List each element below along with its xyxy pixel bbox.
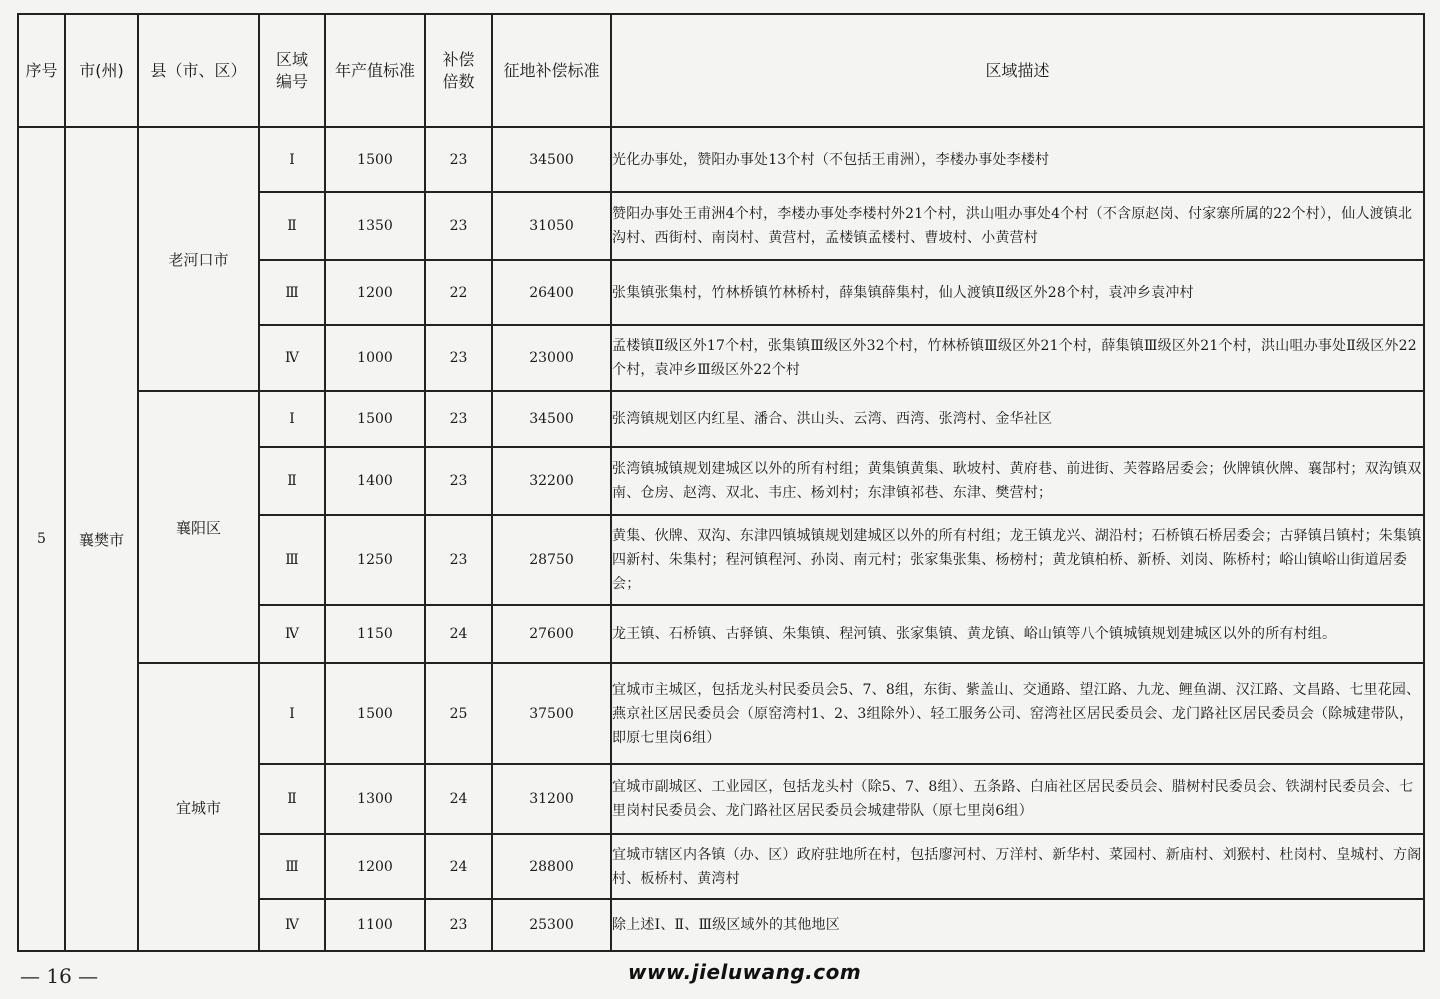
header-zone-no [259, 14, 325, 127]
desc-cell: 孟楼镇Ⅱ级区外17个村，张集镇Ⅲ级区外32个村，竹林桥镇Ⅲ级区外21个村，薛集镇Ⅲ级区外21个村，洪山咀办事处Ⅱ级区外22个村，袁冲乡Ⅲ级区外22个村 [611, 325, 1424, 391]
zone-cell: Ⅲ [259, 515, 325, 605]
annual-cell: 1250 [325, 515, 425, 605]
multiple-cell: 24 [425, 605, 492, 663]
annual-cell: 1000 [325, 325, 425, 391]
desc-cell: 宜城市主城区，包括龙头村民委员会5、7、8组，东街、紫盖山、交通路、望江路、九龙、鲤鱼湖、汉江路、文昌路、七里花园、燕京社区居民委员会（原窑湾村1、2、3组除外）、轻工服务公司、窑湾社区居民委员会、龙门路社区居民委员会（除城建带队，即原七里岗6组） [611, 663, 1424, 764]
multiple-cell: 22 [425, 260, 492, 325]
annual-cell: 1500 [325, 391, 425, 447]
zone-cell: Ⅳ [259, 325, 325, 391]
multiple-cell: 23 [425, 899, 492, 951]
multiple-cell: 24 [425, 764, 492, 834]
city-cell: 襄樊市 [65, 127, 138, 951]
comp-cell: 31050 [492, 192, 611, 260]
zone-cell: Ⅳ [259, 605, 325, 663]
desc-cell: 赞阳办事处王甫洲4个村，李楼办事处李楼村外21个村，洪山咀办事处4个村（不含原赵岗、付家寨所属的22个村），仙人渡镇北沟村、西街村、南岗村、黄营村，孟楼镇孟楼村、曹坡村、小黄营村 [611, 192, 1424, 260]
zone-cell: Ⅱ [259, 447, 325, 515]
multiple-cell: 23 [425, 515, 492, 605]
desc-cell: 张湾镇规划区内红星、潘合、洪山头、云湾、西湾、张湾村、金华社区 [611, 391, 1424, 447]
comp-cell: 28750 [492, 515, 611, 605]
county-cell: 宜城市 [138, 663, 259, 951]
multiple-cell: 23 [425, 325, 492, 391]
desc-cell: 张集镇张集村，竹林桥镇竹林桥村，薛集镇薛集村，仙人渡镇Ⅱ级区外28个村，袁冲乡袁冲村 [611, 260, 1424, 325]
header-zone-no-label: 区域编号 [275, 49, 308, 91]
header-county: 县（市、区） [138, 14, 259, 127]
zone-cell: Ⅳ [259, 899, 325, 951]
annual-cell: 1300 [325, 764, 425, 834]
table-row [18, 663, 1424, 764]
county-cell: 老河口市 [138, 127, 259, 391]
zone-cell: Ⅱ [259, 764, 325, 834]
desc-cell: 宜城市副城区、工业园区，包括龙头村（除5、7、8组）、五条路、白庙社区居民委员会、腊树村民委员会、铁湖村民委员会、七里岗村民委员会、龙门路社区居民委员会城建带队（原七里岗6组） [611, 764, 1424, 834]
zone-cell: Ⅲ [259, 834, 325, 899]
county-cell: 襄阳区 [138, 391, 259, 663]
header-description: 区域描述 [611, 14, 1424, 127]
annual-cell: 1350 [325, 192, 425, 260]
header-multiple [425, 14, 492, 127]
desc-cell: 龙王镇、石桥镇、古驿镇、朱集镇、程河镇、张家集镇、黄龙镇、峪山镇等八个镇城镇规划建城区以外的所有村组。 [611, 605, 1424, 663]
zone-cell: Ⅰ [259, 663, 325, 764]
header-row [18, 14, 1424, 127]
annual-cell: 1150 [325, 605, 425, 663]
desc-cell: 张湾镇城镇规划建城区以外的所有村组；黄集镇黄集、耿坡村、黄府巷、前进街、芙蓉路居委会；伙牌镇伙牌、襄郜村；双沟镇双南、仓房、赵湾、双北、韦庄、杨刘村；东津镇祁巷、东津、樊营村； [611, 447, 1424, 515]
compensation-table [17, 13, 1425, 952]
annual-cell: 1400 [325, 447, 425, 515]
zone-cell: Ⅰ [259, 127, 325, 192]
header-annual-value: 年产值标准 [325, 14, 425, 127]
annual-cell: 1500 [325, 663, 425, 764]
annual-cell: 1200 [325, 260, 425, 325]
zone-cell: Ⅰ [259, 391, 325, 447]
comp-cell: 23000 [492, 325, 611, 391]
watermark: www.jieluwang.com [628, 960, 862, 984]
comp-cell: 34500 [492, 127, 611, 192]
desc-cell: 光化办事处，赞阳办事处13个村（不包括王甫洲），李楼办事处李楼村 [611, 127, 1424, 192]
annual-cell: 1500 [325, 127, 425, 192]
header-compensation: 征地补偿标准 [492, 14, 611, 127]
seq-cell: 5 [18, 127, 65, 951]
comp-cell: 37500 [492, 663, 611, 764]
comp-cell: 26400 [492, 260, 611, 325]
multiple-cell: 24 [425, 834, 492, 899]
header-seq: 序号 [18, 14, 65, 127]
comp-cell: 25300 [492, 899, 611, 951]
comp-cell: 32200 [492, 447, 611, 515]
desc-cell: 宜城市辖区内各镇（办、区）政府驻地所在村，包括廖河村、万洋村、新华村、菜园村、新庙村、刘猴村、杜岗村、皇城村、方阁村、板桥村、黄湾村 [611, 834, 1424, 899]
desc-cell: 黄集、伙牌、双沟、东津四镇城镇规划建城区以外的所有村组；龙王镇龙兴、湖沿村；石桥镇石桥居委会；古驿镇吕镇村；朱集镇四新村、朱集村；程河镇程河、孙岗、南元村；张家集张集、杨榜村；黄龙镇柏桥、新桥、刘岗、陈桥村；峪山镇峪山街道居委会； [611, 515, 1424, 605]
zone-cell: Ⅲ [259, 260, 325, 325]
annual-cell: 1100 [325, 899, 425, 951]
multiple-cell: 23 [425, 192, 492, 260]
header-multiple-label: 补偿倍数 [442, 49, 475, 91]
zone-cell: Ⅱ [259, 192, 325, 260]
comp-cell: 27600 [492, 605, 611, 663]
page-number: — 16 — [20, 964, 99, 988]
desc-cell: 除上述Ⅰ、Ⅱ、Ⅲ级区域外的其他地区 [611, 899, 1424, 951]
multiple-cell: 25 [425, 663, 492, 764]
multiple-cell: 23 [425, 127, 492, 192]
header-city: 市(州) [65, 14, 138, 127]
comp-cell: 28800 [492, 834, 611, 899]
multiple-cell: 23 [425, 391, 492, 447]
table-row [18, 127, 1424, 192]
comp-cell: 34500 [492, 391, 611, 447]
table-row [18, 391, 1424, 447]
annual-cell: 1200 [325, 834, 425, 899]
comp-cell: 31200 [492, 764, 611, 834]
multiple-cell: 23 [425, 447, 492, 515]
